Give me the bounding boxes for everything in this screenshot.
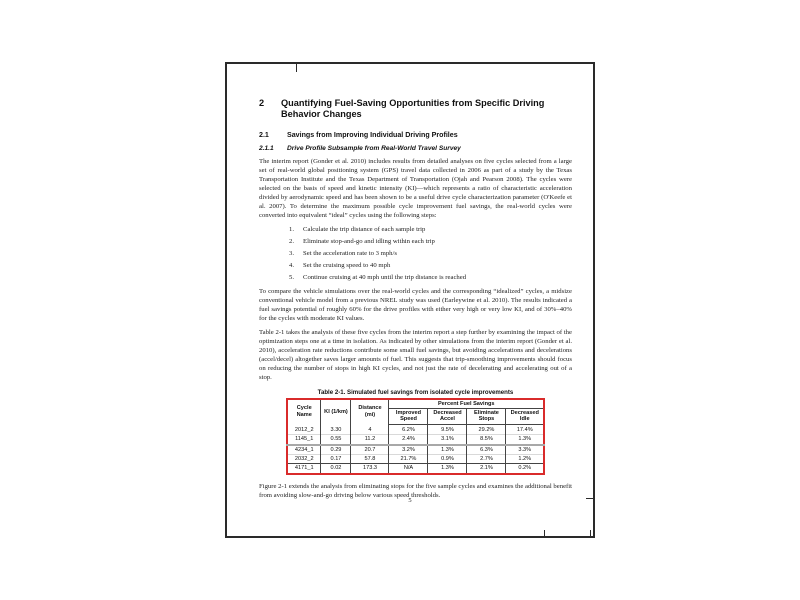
list-item-text: Continue cruising at 40 mph until the trip distance is reached: [303, 274, 467, 282]
paragraph-figure-reference: Figure 2-1 extends the analysis from eliminating stops for the five sample cycles and examines the additional benefit from avoiding slow-and-go driving below various speed thresholds.: [259, 482, 572, 499]
cell-decreased-accel: 1.3%: [428, 445, 467, 455]
cell-improved-speed: 21.7%: [389, 455, 428, 464]
cell-eliminate-stops: 2.1%: [467, 464, 506, 474]
subsubsection-title: Drive Profile Subsample from Real-World Travel Survey: [287, 144, 461, 152]
col-header-improved-speed: Improved Speed: [389, 408, 428, 424]
list-item: [289, 249, 572, 259]
section-number: 2: [259, 98, 265, 108]
list-item-number: 5.: [289, 274, 295, 282]
list-item-text: Set the acceleration rate to 3 mph/s: [303, 249, 397, 257]
page-content: [259, 98, 572, 501]
cell-distance: 4: [351, 424, 389, 434]
cell-cycle-name: 2012_2: [294, 426, 314, 433]
list-item-text: Set the cruising speed to 40 mph: [303, 262, 391, 270]
cell-cycle-name: 2032_2: [287, 455, 321, 464]
cell-eliminate-stops: 6.3%: [467, 445, 506, 455]
cell-cycle-name: 4171_1: [287, 464, 321, 474]
fuel-savings-table: [286, 398, 545, 475]
page-number: 5: [408, 497, 412, 504]
margin-tick-top: [296, 64, 297, 72]
cell-ki: 0.55: [321, 435, 351, 445]
idealization-steps-list: [259, 225, 572, 283]
col-header-eliminate-stops: Eliminate Stops: [467, 408, 506, 424]
table-header-row: [287, 399, 544, 409]
cell-cycle-name: 4234_1: [287, 445, 321, 455]
list-item: [289, 273, 572, 283]
fuel-savings-table-block: [259, 389, 572, 475]
col-header-decreased-accel: Decreased Accel: [428, 408, 467, 424]
cell-decreased-idle: 1.2%: [506, 455, 544, 464]
cell-decreased-idle: 3.3%: [506, 445, 544, 455]
col-header-cycle-name: Cycle Name: [296, 405, 312, 418]
paragraph-intro: The interim report (Gonder et al. 2010) includes results from detailed analyses on five cycles selected from a large set of real-world global positioning system (GPS) travel data collected in 2006 as part of a study by the Texas Transportation Institute and the Texas Department of Transportation (Ojah and Pearson 2008). The cycles were selected on the basis of speed and kinetic intensity (KI)—which represents a ratio of characteristic acceleration divided by aerodynamic speed and has been shown to be a useful drive cycle characterization parameter (O'Keefe et al. 2007). To determine the maximum possible cycle improvement fuel savings, the real-world cycles were converted into equivalent “ideal” cycles using the following steps:: [259, 157, 572, 219]
cell-distance: 173.3: [351, 464, 389, 474]
report-page: [225, 62, 595, 538]
col-header-decreased-idle: Decreased Idle: [506, 408, 544, 424]
cell-improved-speed: 2.4%: [389, 435, 428, 445]
paragraph-table-discussion: Table 2-1 takes the analysis of these five cycles from the interim report a step further by examining the impact of the optimization steps one at a time in isolation. As indicated by other simulations from the interim report (Gonder et al. 2010), acceleration rate reductions contribute some small fuel savings, but avoiding accelerations and decelerations (accel/decel) altogether saves larger amounts of fuel. This suggests that trip-smoothing improvements should focus on reducing the number of stops in high KI cycles, and not just the rate of decelerating and accelerating out of a stop.: [259, 328, 572, 381]
cell-ki: 3.30: [321, 424, 351, 434]
cell-ki: 0.17: [321, 455, 351, 464]
paragraph-simulation-results: To compare the vehicle simulations over the real-world cycles and the corresponding “idealized” cycles, a midsize conventional vehicle model from a previous NREL study was used (Earleywine et al. 2010). The results indicated a fuel savings potential of roughly 60% for the drive profiles with either very high or very low KI, and of 30%–40% for the cycles with moderate KI values.: [259, 287, 572, 322]
cell-decreased-idle: 17.4%: [506, 424, 544, 434]
cell-eliminate-stops: 29.2%: [467, 424, 506, 434]
cell-decreased-accel: 3.1%: [428, 435, 467, 445]
cell-decreased-accel: 1.3%: [428, 464, 467, 474]
list-item-text: Eliminate stop-and-go and idling within each trip: [303, 237, 435, 245]
subsection-heading: [259, 131, 572, 140]
table-row: [287, 424, 544, 434]
cell-decreased-idle: 1.3%: [506, 435, 544, 445]
section-title: Quantifying Fuel-Saving Opportunities from Specific Driving Behavior Changes: [281, 98, 545, 120]
subsection-title: Savings from Improving Individual Driving Profiles: [287, 130, 458, 139]
list-item: [289, 237, 572, 247]
list-item-number: 1.: [289, 225, 295, 233]
table-row: [287, 464, 544, 474]
table-row: [287, 455, 544, 464]
margin-tick-bottom-right: [590, 530, 591, 536]
table-row: [287, 445, 544, 455]
subsubsection-heading: [259, 145, 572, 153]
list-item-number: 3.: [289, 249, 295, 257]
cell-improved-speed: 6.2%: [389, 424, 428, 434]
cell-distance: 57.8: [351, 455, 389, 464]
margin-tick-bottom-left: [544, 530, 545, 536]
cell-decreased-accel: 0.9%: [428, 455, 467, 464]
section-heading: [259, 98, 572, 121]
list-item-number: 4.: [289, 262, 295, 270]
list-item-number: 2.: [289, 237, 295, 245]
cell-distance: 11.2: [351, 435, 389, 445]
subsection-number: 2.1: [259, 130, 269, 139]
subsubsection-number: 2.1.1: [259, 144, 274, 152]
cell-decreased-idle: 0.2%: [506, 464, 544, 474]
cell-eliminate-stops: 2.7%: [467, 455, 506, 464]
col-header-distance: Distance (mi): [351, 399, 389, 425]
cell-eliminate-stops: 8.5%: [467, 435, 506, 445]
cell-decreased-accel: 9.5%: [428, 424, 467, 434]
table-row: [287, 435, 544, 445]
cell-improved-speed: 3.2%: [389, 445, 428, 455]
cell-improved-speed: N/A: [389, 464, 428, 474]
list-item: [289, 225, 572, 235]
cell-distance: 20.7: [351, 445, 389, 455]
cell-cycle-name: 1145_1: [287, 435, 321, 445]
col-header-ki: KI (1/km): [321, 399, 351, 425]
cell-ki: 0.02: [321, 464, 351, 474]
col-group-header-percent-fuel-savings: Percent Fuel Savings: [389, 399, 544, 409]
list-item-text: Calculate the trip distance of each sample trip: [303, 225, 426, 233]
table-title: Table 2-1. Simulated fuel savings from isolated cycle improvements: [317, 388, 514, 396]
list-item: [289, 261, 572, 271]
cell-ki: 0.29: [321, 445, 351, 455]
